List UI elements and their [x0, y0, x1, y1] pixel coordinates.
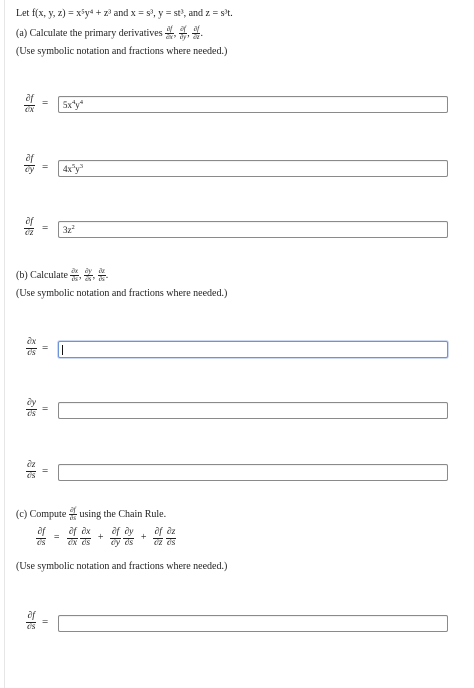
df-dx-input[interactable] [58, 96, 448, 113]
part-c-heading [16, 507, 166, 522]
df-dy-symbol: $\frac{\partial f}{\partial y}$ [179, 25, 187, 41]
dz-ds-label: $\frac{\partial z}{\partial s}$ [27, 460, 36, 481]
part-b-heading: (b) Calculate $\frac{\partial x}{\partial s}$ , $\frac{\partial y}{\partial s}$ , $\frac{\partial z}{\partial s}$ . [16, 267, 109, 283]
equals-sign: = [42, 222, 49, 234]
instruction-c: (Use symbolic notation and fractions where needed.) [16, 561, 228, 572]
dy-ds-term: $\frac{\partial y}{\partial s}$ [124, 527, 134, 548]
dx-ds-input[interactable] [58, 341, 448, 358]
df-dz-value: $3z^2$ [63, 224, 75, 235]
equals-sign: = [42, 465, 49, 477]
equals-sign: = [42, 403, 49, 415]
df-dy-term: $\frac{\partial f}{\partial y}$ [111, 527, 120, 548]
part-c-suffix: using the Chain Rule. [79, 508, 167, 520]
part-b-label: (b) Calculate [16, 269, 68, 281]
df-ds-symbol: $\frac{\partial f}{\partial s}$ [69, 506, 76, 522]
dx-ds-term: $\frac{\partial x}{\partial s}$ [81, 527, 91, 548]
df-dx-symbol: $\frac{\partial f}{\partial x}$ [166, 25, 173, 41]
part-c-label: (c) Compute [16, 508, 67, 520]
dy-ds-symbol: $\frac{\partial y}{\partial s}$ [85, 267, 92, 283]
instruction-a: (Use symbolic notation and fractions where needed.) [16, 46, 228, 57]
page-border [4, 0, 5, 688]
df-dx-term: $\frac{\partial f}{\partial x}$ [68, 527, 77, 548]
df-ds-term: $\frac{\partial f}{\partial s}$ [37, 527, 46, 548]
problem-statement [16, 8, 233, 19]
dy-ds-label: $\frac{\partial y}{\partial s}$ [27, 398, 36, 419]
equals-sign: = [42, 161, 49, 173]
df-dz-term: $\frac{\partial f}{\partial z}$ [154, 527, 163, 548]
df-ds-input[interactable] [58, 615, 448, 632]
df-dy-value: $4x^5y^3$ [63, 163, 83, 174]
df-dz-input[interactable] [58, 221, 448, 238]
instruction-b: (Use symbolic notation and fractions where needed.) [16, 288, 228, 299]
part-a-heading: (a) Calculate the primary derivatives $\frac{\partial f}{\partial x}$ , $\frac{\partial f}{\partial y}$ , $\frac{\partial f}{\partial z}$ . [16, 25, 203, 41]
dz-ds-symbol: $\frac{\partial z}{\partial s}$ [98, 267, 105, 283]
dx-ds-symbol: $\frac{\partial x}{\partial s}$ [71, 267, 78, 283]
df-dx-label: $\frac{\partial f}{\partial x}$ [25, 94, 34, 115]
equals-sign: = [42, 616, 49, 628]
dx-ds-label: $\frac{\partial x}{\partial s}$ [27, 337, 36, 358]
chain-rule-formula: $\frac{\partial f}{\partial s}$ = $\frac{\partial f}{\partial x}$ $\frac{\partial x}{\partial s}$ + $\frac{\partial f}{\partial y}$ $\frac{\partial y}{\partial s}$ + $\frac{\partial f}{\partial z}$ $\frac{\partial z}{\partial s}$ [37, 527, 176, 548]
df-dy-label: $\frac{\partial f}{\partial y}$ [25, 154, 34, 175]
problem-text: Let f(x, y, z) = x⁵y⁴ + z³ and x = s³, y = st³, and z = s³t. [16, 8, 233, 19]
equals-sign: = [42, 97, 49, 109]
dy-ds-input[interactable] [58, 402, 448, 419]
df-dx-value: $5x^4y^4$ [63, 99, 83, 110]
df-dz-label: $\frac{\partial f}{\partial z}$ [25, 217, 34, 238]
text-cursor [62, 345, 63, 355]
df-dz-symbol: $\frac{\partial f}{\partial z}$ [193, 25, 200, 41]
equals-sign: = [42, 342, 49, 354]
df-dy-input[interactable] [58, 160, 448, 177]
dz-ds-input[interactable] [58, 464, 448, 481]
df-ds-label: $\frac{\partial f}{\partial s}$ [27, 611, 36, 632]
part-a-label: (a) Calculate the primary derivatives [16, 27, 163, 39]
dz-ds-term: $\frac{\partial z}{\partial s}$ [166, 527, 176, 548]
